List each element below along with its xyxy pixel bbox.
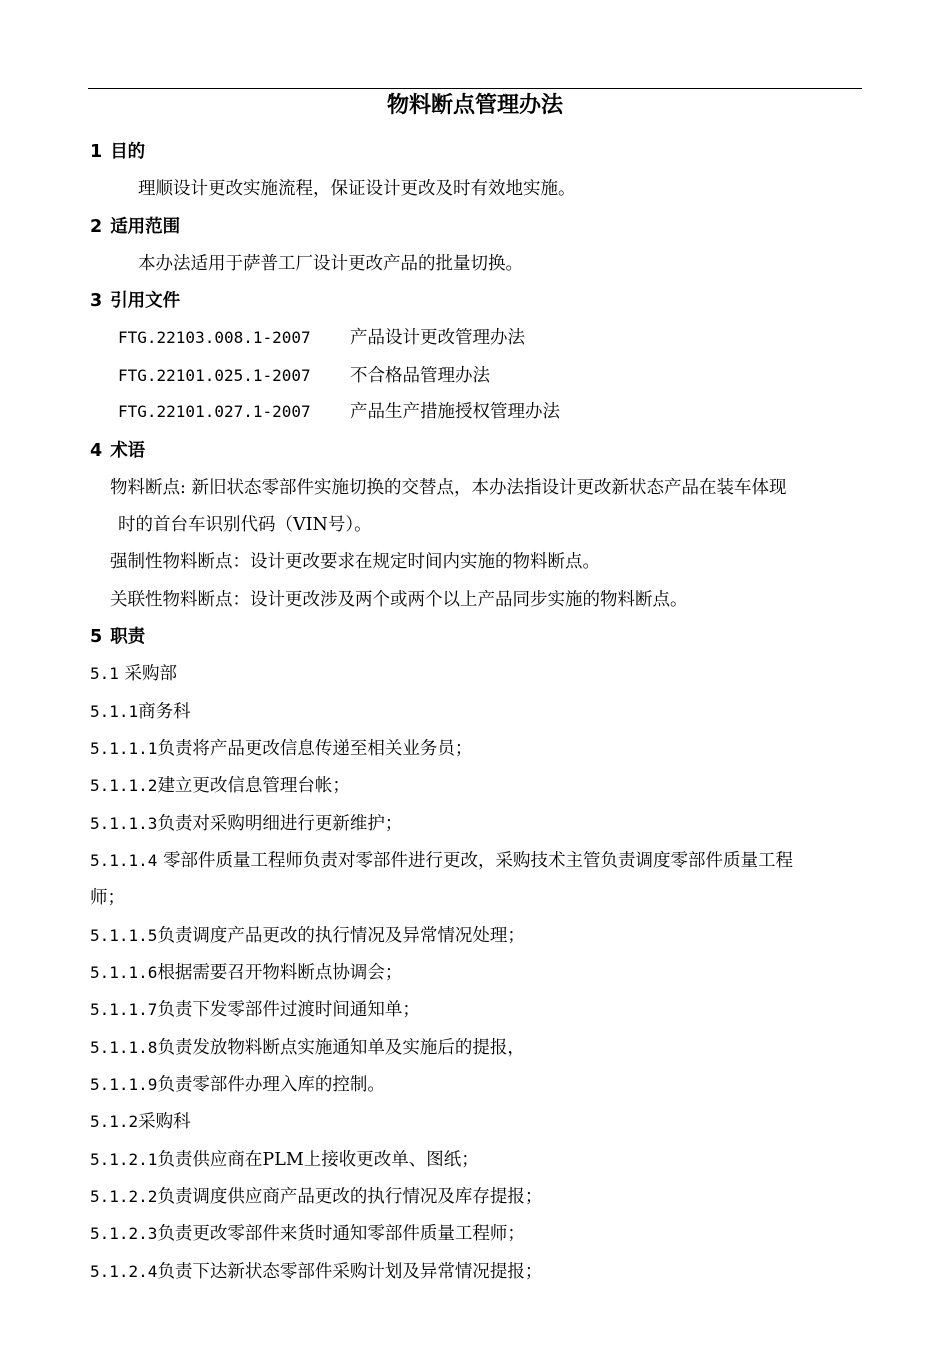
clause-text: 师； [90, 888, 125, 908]
section-title: 引用文件 [110, 291, 181, 311]
clause-line [90, 662, 177, 686]
section-heading-responsibilities [90, 625, 145, 649]
clause-text: 负责更改零部件来货时通知零部件质量工程师； [157, 1224, 525, 1244]
section-heading-scope [90, 215, 180, 239]
clause-line [90, 812, 402, 836]
clause-number: 5.1.1 [90, 702, 139, 721]
section-title: 术语 [110, 441, 146, 461]
clause-line-continued [90, 886, 125, 910]
clause-text: 采购部 [118, 664, 177, 684]
clause-text: 负责零部件办理入库的控制。 [157, 1075, 385, 1095]
clause-text: 建立更改信息管理台帐； [157, 776, 350, 796]
term-definition: 物料断点: 新旧状态零部件实施切换的交替点，本办法指设计更改新状态产品在装车体现 [110, 478, 787, 498]
clause-line [90, 1260, 542, 1284]
clause-text: 负责对采购明细进行更新维护； [157, 814, 403, 834]
section-heading-purpose [90, 140, 145, 164]
section-heading-references [90, 289, 180, 313]
clause-line [90, 1036, 525, 1060]
clause-text: 商务科 [138, 702, 191, 722]
clause-line [90, 1110, 191, 1134]
section-title: 适用范围 [110, 217, 181, 237]
reference-code: FTG.22101.025.1-2007 [118, 366, 311, 385]
section-number: 1 [90, 142, 103, 162]
clause-line [90, 700, 191, 724]
reference-row [118, 364, 490, 388]
clause-text: 负责调度供应商产品更改的执行情况及库存提报； [157, 1187, 543, 1207]
header-rule [88, 88, 862, 89]
reference-row [118, 400, 560, 424]
section-number: 2 [90, 217, 103, 237]
document-title: 物料断点管理办法 [386, 93, 563, 118]
clause-text: 负责将产品更改信息传递至相关业务员； [157, 739, 473, 759]
clause-number: 5.1.1.1 [90, 739, 158, 758]
term-definition: 关联性物料断点：设计更改涉及两个或两个以上产品同步实施的物料断点。 [110, 590, 688, 610]
clause-text: 根据需要召开物料断点协调会； [157, 963, 403, 983]
clause-line [90, 737, 472, 761]
clause-text: 负责下发零部件过渡时间通知单； [157, 1000, 420, 1020]
clause-line [90, 1185, 542, 1209]
clause-number: 5.1 [90, 664, 119, 683]
clause-text: 零部件质量工程师负责对零部件进行更改，采购技术主管负责调度零部件质量工程 [157, 851, 793, 871]
clause-line [90, 1073, 385, 1097]
reference-name: 不合格品管理办法 [350, 366, 490, 386]
term-definition-continued: 时的首台车识别代码（VIN号）。 [118, 515, 372, 535]
clause-number: 5.1.2.1 [90, 1150, 158, 1169]
term-definition: 强制性物料断点：设计更改要求在规定时间内实施的物料断点。 [110, 552, 600, 572]
clause-line [90, 961, 402, 985]
clause-number: 5.1.2 [90, 1112, 139, 1131]
clause-number: 5.1.2.3 [90, 1224, 158, 1243]
section-number: 4 [90, 441, 103, 461]
clause-line [90, 924, 525, 948]
section-number: 3 [90, 291, 103, 311]
clause-line [90, 1148, 479, 1172]
clause-text: 负责调度产品更改的执行情况及异常情况处理； [157, 926, 525, 946]
section-title: 目的 [110, 142, 146, 162]
section-purpose-text: 理顺设计更改实施流程，保证设计更改及时有效地实施。 [138, 179, 576, 199]
reference-row [118, 326, 525, 350]
clause-line [90, 998, 420, 1022]
clause-text: 负责发放物料断点实施通知单及实施后的提报， [157, 1038, 525, 1058]
clause-line [90, 1222, 525, 1246]
reference-name: 产品生产措施授权管理办法 [350, 402, 560, 422]
clause-number: 5.1.2.2 [90, 1187, 158, 1206]
clause-number: 5.1.1.8 [90, 1038, 158, 1057]
clause-number: 5.1.2.4 [90, 1262, 158, 1281]
reference-code: FTG.22103.008.1-2007 [118, 328, 311, 347]
clause-text: 负责供应商在PLM上接收更改单、图纸； [157, 1150, 479, 1170]
clause-line [90, 774, 350, 798]
clause-number: 5.1.1.6 [90, 963, 158, 982]
clause-number: 5.1.1.9 [90, 1075, 158, 1094]
reference-name: 产品设计更改管理办法 [350, 328, 525, 348]
clause-number: 5.1.1.3 [90, 814, 158, 833]
section-heading-terms [90, 439, 145, 463]
section-number: 5 [90, 627, 103, 647]
clause-text: 负责下达新状态零部件采购计划及异常情况提报； [157, 1262, 543, 1282]
clause-line [90, 849, 793, 873]
clause-number: 5.1.1.4 [90, 851, 158, 870]
clause-number: 5.1.1.5 [90, 926, 158, 945]
clause-number: 5.1.1.7 [90, 1000, 158, 1019]
section-title: 职责 [110, 627, 146, 647]
section-scope-text: 本办法适用于萨普工厂设计更改产品的批量切换。 [138, 254, 523, 274]
clause-number: 5.1.1.2 [90, 776, 158, 795]
reference-code: FTG.22101.027.1-2007 [118, 402, 311, 421]
clause-text: 采购科 [138, 1112, 191, 1132]
